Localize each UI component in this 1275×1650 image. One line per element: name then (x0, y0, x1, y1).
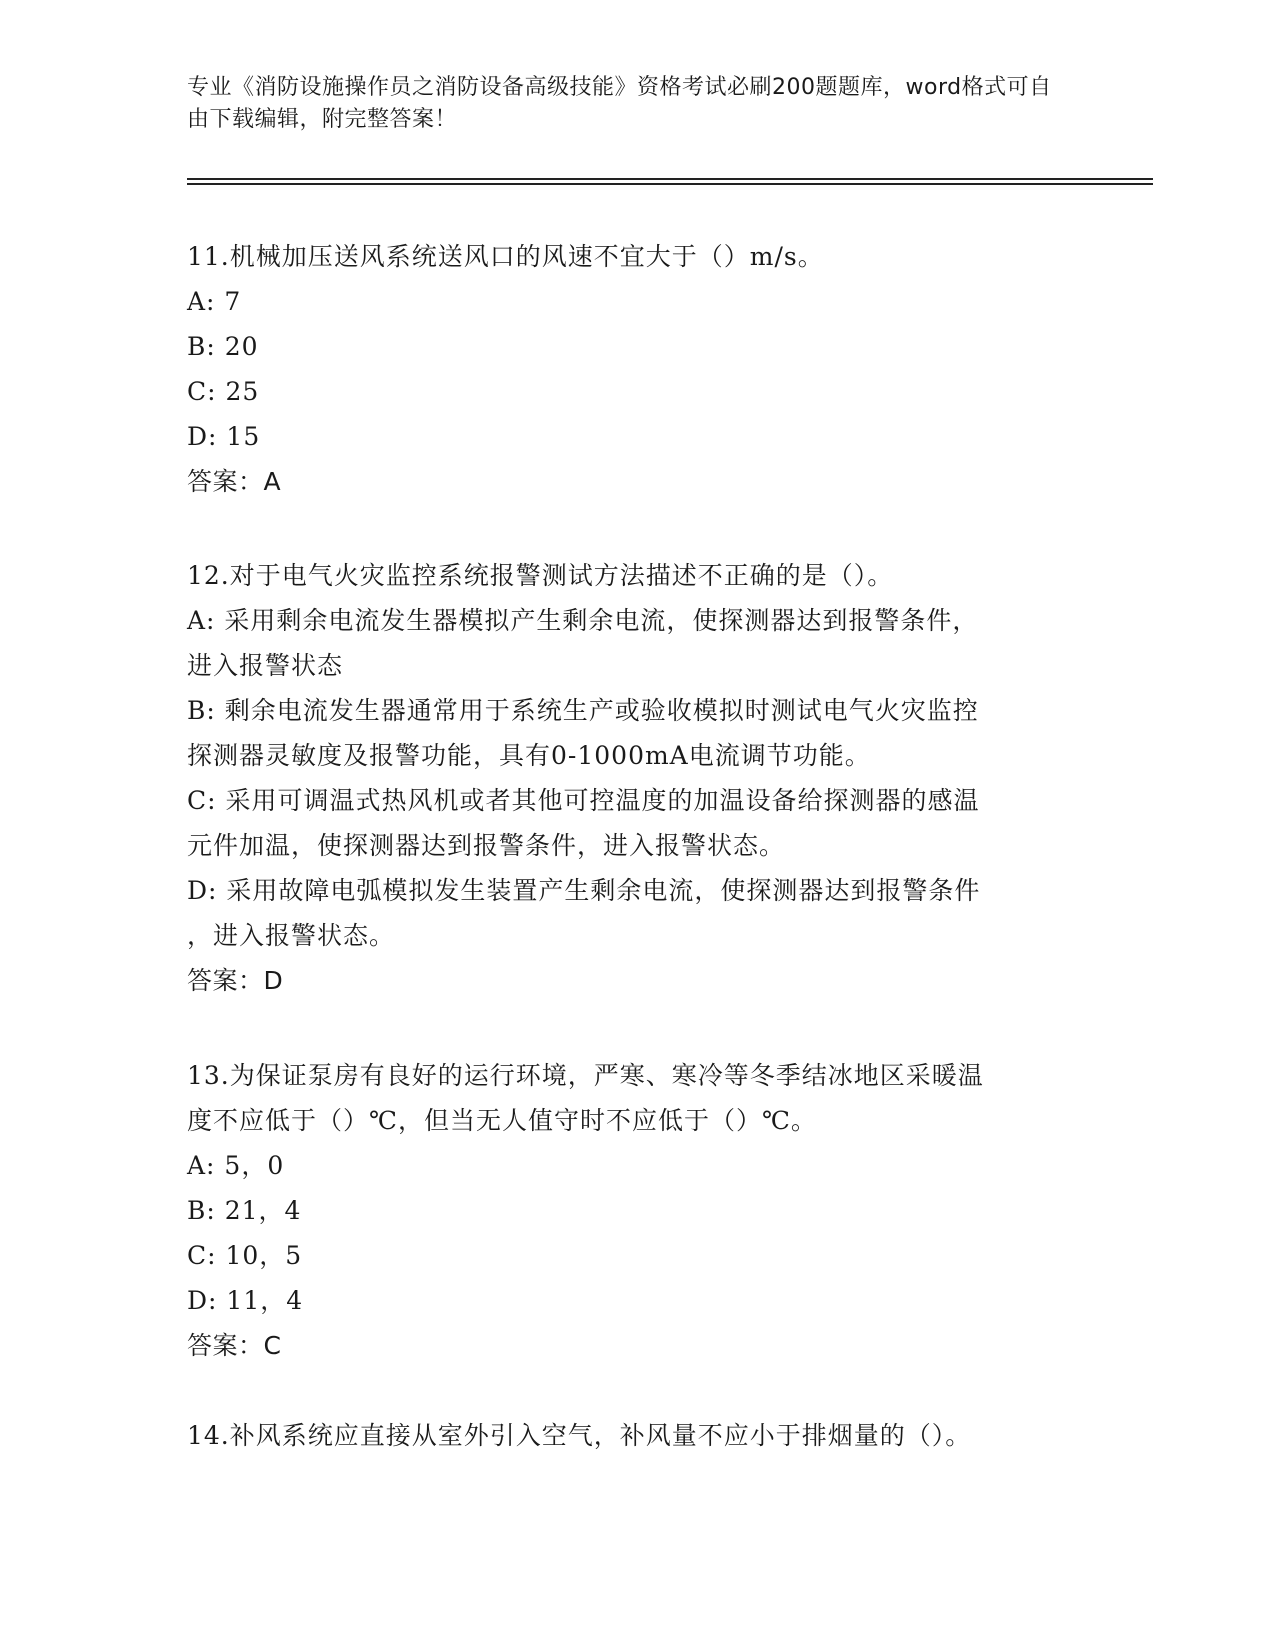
question-stem: 14.补风系统应直接从室外引入空气，补风量不应小于排烟量的（）。 (187, 1421, 972, 1450)
question-stem: 11.机械加压送风系统送风口的风速不宜大于（）m/s。 (187, 242, 824, 271)
question-12 (187, 553, 1077, 1003)
option-a: A: 7 (187, 287, 242, 316)
question-stem-continued: 度不应低于（）℃，但当无人值守时不应低于（）℃。 (187, 1106, 817, 1135)
header-divider-top (187, 178, 1153, 180)
option-c-continued: 元件加温，使探测器达到报警条件，进入报警状态。 (187, 831, 786, 860)
option-c: C: 25 (187, 377, 260, 406)
question-stem: 13.为保证泵房有良好的运行环境，严寒、寒冷等冬季结冰地区采暖温 (187, 1061, 984, 1090)
option-c: C: 采用可调温式热风机或者其他可控温度的加温设备给探测器的感温 (187, 786, 980, 815)
answer-label: 答案：C (187, 1331, 282, 1360)
option-b: B: 剩余电流发生器通常用于系统生产或验收模拟时测试电气火灾监控 (187, 696, 979, 725)
option-b: B: 21，4 (187, 1196, 302, 1225)
question-stem: 12.对于电气火灾监控系统报警测试方法描述不正确的是（）。 (187, 561, 894, 590)
option-c: C: 10，5 (187, 1241, 303, 1270)
option-d: D: 15 (187, 422, 261, 451)
answer-label: 答案：D (187, 966, 284, 995)
question-14 (187, 1413, 1077, 1458)
header-divider-bottom (187, 183, 1153, 185)
header-text: 专业《消防设施操作员之消防设备高级技能》资格考试必刷200题题库，word格式可自由下载编辑，附完整答案！ (187, 75, 1052, 132)
option-d: D: 采用故障电弧模拟发生装置产生剩余电流，使探测器达到报警条件 (187, 876, 981, 905)
option-b: B: 20 (187, 332, 259, 361)
option-d-continued: ，进入报警状态。 (187, 921, 396, 950)
answer-label: 答案：A (187, 467, 282, 496)
question-11 (187, 234, 1077, 504)
option-a-continued: 进入报警状态 (187, 651, 344, 680)
question-13 (187, 1053, 1077, 1368)
document-header (187, 72, 1067, 136)
option-d: D: 11，4 (187, 1286, 304, 1315)
option-a: A: 采用剩余电流发生器模拟产生剩余电流，使探测器达到报警条件， (187, 606, 979, 635)
option-b-continued: 探测器灵敏度及报警功能，具有0-1000mA电流调节功能。 (187, 741, 871, 770)
option-a: A: 5，0 (187, 1151, 285, 1180)
